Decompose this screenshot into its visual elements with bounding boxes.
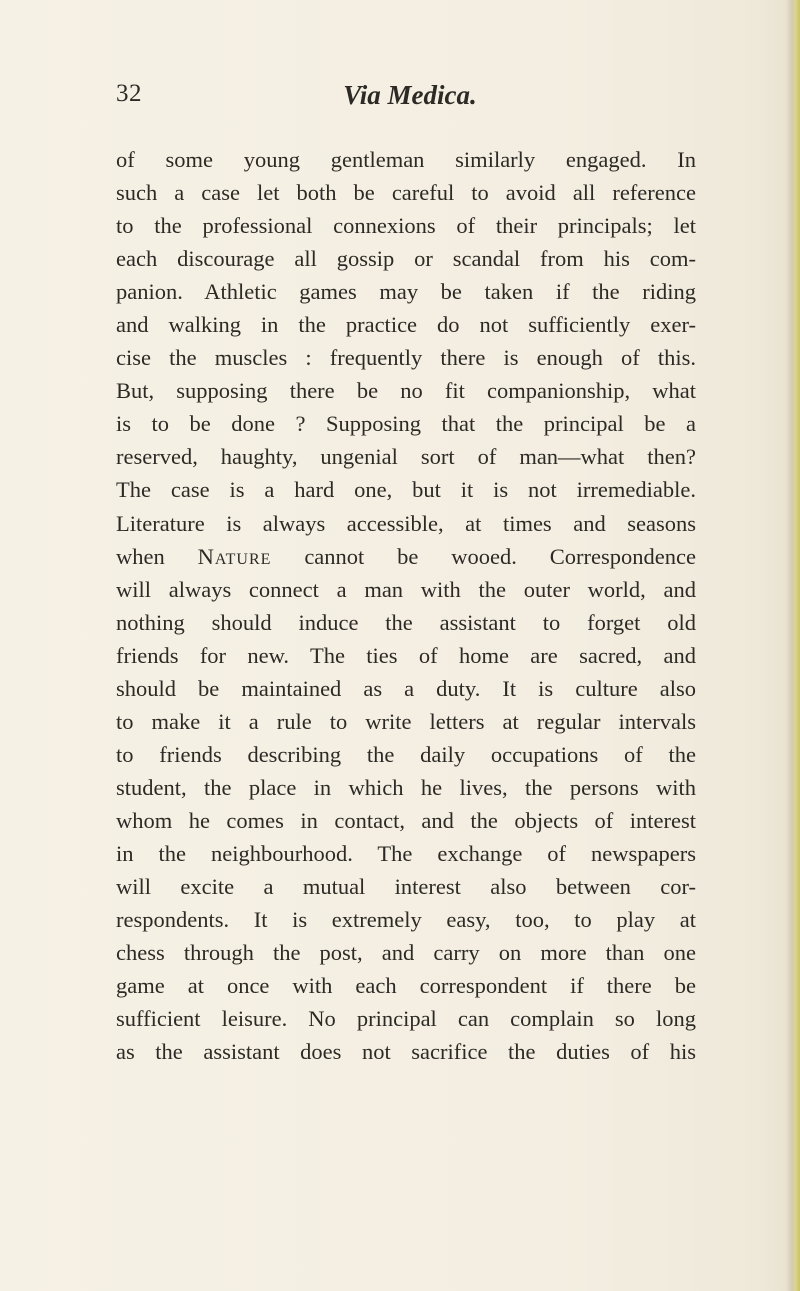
text-line: and walking in the practice do not sufficiently exer- <box>116 312 696 338</box>
text-segment: cannot be wooed. Correspondence <box>271 543 696 569</box>
text-line: The case is a hard one, but it is not irremediable. <box>116 477 696 503</box>
text-line: in the neighbourhood. The exchange of newspapers <box>116 840 696 866</box>
text-line: to the professional connexions of their principals; let <box>116 213 696 239</box>
text-line: will always connect a man with the outer world, and <box>116 576 696 602</box>
text-line: each discourage all gossip or scandal from his com- <box>116 246 696 272</box>
text-line: chess through the post, and carry on more than one <box>116 940 696 966</box>
text-line: to friends describing the daily occupations of the <box>116 741 696 767</box>
text-line-with-small-caps <box>116 540 696 573</box>
text-line: nothing should induce the assistant to forget old <box>116 609 696 635</box>
text-line: whom he comes in contact, and the objects of interest <box>116 807 696 833</box>
text-segment: when <box>116 543 198 569</box>
text-line: panion. Athletic games may be taken if the riding <box>116 279 696 305</box>
text-line: to make it a rule to write letters at regular intervals <box>116 708 696 734</box>
text-line: But, supposing there be no fit companionship, what <box>116 378 696 404</box>
text-line: will excite a mutual interest also between cor- <box>116 874 696 900</box>
text-line: cise the muscles : frequently there is enough of this. <box>116 345 696 371</box>
text-line: as the assistant does not sacrifice the duties of his <box>116 1039 696 1065</box>
text-line: sufficient leisure. No principal can complain so long <box>116 1006 696 1032</box>
text-line: game at once with each correspondent if there be <box>116 973 696 999</box>
body-text <box>116 143 696 1068</box>
text-line: such a case let both be careful to avoid all reference <box>116 180 696 206</box>
text-line: friends for new. The ties of home are sacred, and <box>116 642 696 668</box>
text-line: Literature is always accessible, at times and seasons <box>116 510 696 536</box>
text-line: reserved, haughty, ungenial sort of man—what then? <box>116 444 696 470</box>
text-line: of some young gentleman similarly engaged. In <box>116 147 696 172</box>
small-caps-word: Nature <box>197 543 272 569</box>
text-line: is to be done ? Supposing that the principal be a <box>116 411 696 437</box>
running-title: Via Medica. <box>343 80 477 110</box>
page-binding-edge <box>786 0 800 1291</box>
text-line: should be maintained as a duty. It is culture also <box>116 675 696 701</box>
text-line: respondents. It is extremely easy, too, to play at <box>116 907 696 933</box>
page-number: 32 <box>116 80 142 107</box>
text-line: student, the place in which he lives, the persons with <box>116 774 696 800</box>
